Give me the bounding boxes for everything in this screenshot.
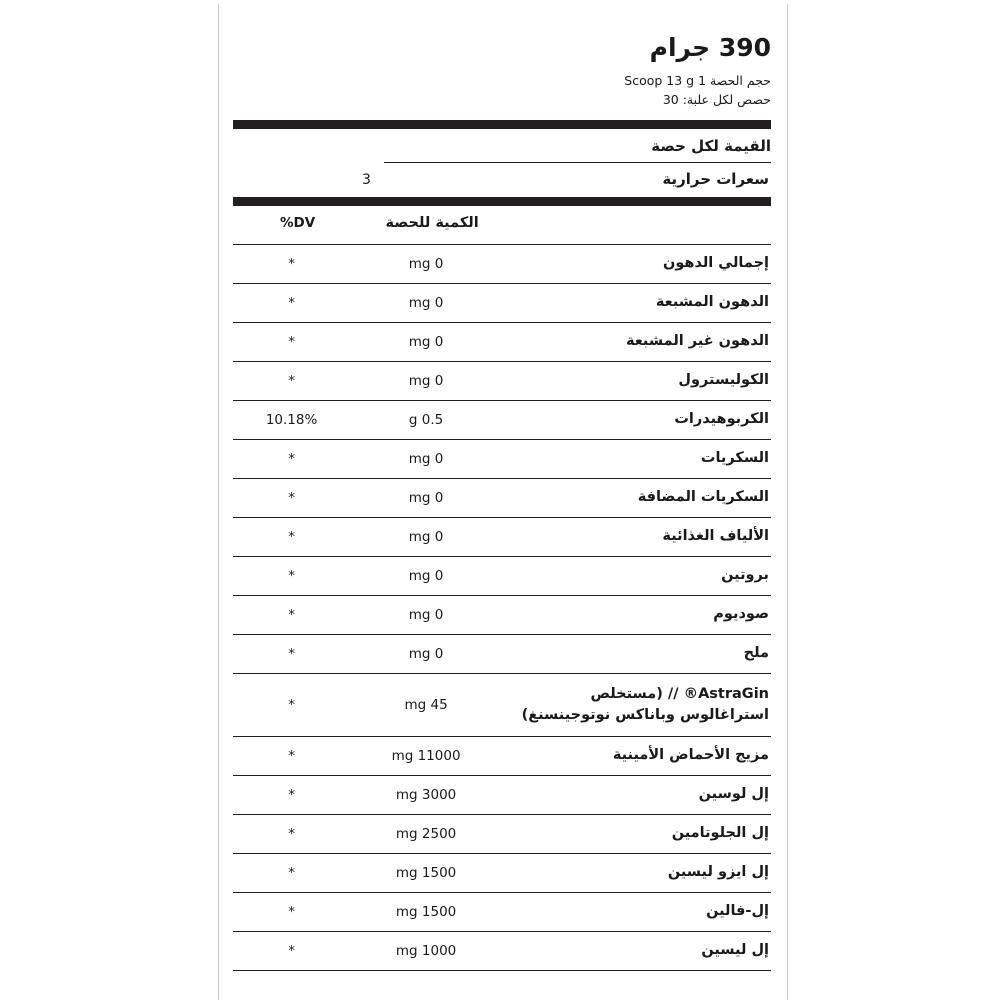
table-row [233,400,771,439]
nutrient-dv: * [288,747,295,764]
nutrient-dv: * [288,372,295,389]
nutrient-amount: 1500 mg [395,903,457,920]
table-row [233,244,771,283]
nutrient-amount: 0 mg [408,606,444,623]
nutrient-amount: 0 mg [408,333,444,350]
nutrient-name: الدهون المشبعة [655,294,769,311]
nutrient-amount: 2500 mg [395,825,457,842]
table-row [233,595,771,634]
nutrient-dv: * [288,489,295,506]
table-row [233,775,771,814]
nutrient-amount: 0 mg [408,372,444,389]
nutrient-dv: * [288,786,295,803]
table-row [233,634,771,673]
calories-row [233,163,771,197]
nutrient-dv: 10.18% [265,411,318,428]
page-title: 390 جرام [649,33,771,62]
nutrient-name: الدهون غير المشبعة [625,333,769,350]
nutrient-dv: * [288,255,295,272]
table-row [233,892,771,931]
nutrient-dv: * [288,942,295,959]
nutrient-name: إل-فالين [706,903,769,920]
nutrient-name: إل ايزو ليسين [667,864,769,881]
nutrient-amount: 3000 mg [395,786,457,803]
serving-size-text: حجم الحصة 1 Scoop 13 g [624,72,771,88]
nutrient-name: مزيج الأحماض الأمينية [612,747,769,764]
nutrient-name: الألياف الغذائية [662,528,769,545]
table-row [233,556,771,595]
nutrient-dv: * [288,528,295,545]
table-row [233,361,771,400]
table-row [233,478,771,517]
nutrient-amount: 0 mg [408,645,444,662]
nutrient-dv: * [288,567,295,584]
table-row [233,931,771,970]
servings-per-container-text: حصص لكل علبة: 30 [662,92,771,108]
calories-label: سعرات حرارية [662,170,769,189]
nutrient-dv: * [288,606,295,623]
nutrient-name: بروتين [721,567,769,584]
nutrient-name: إجمالي الدهون [662,255,769,272]
table-row [233,517,771,556]
nutrient-name: السكريات [700,450,769,467]
nutrient-amount: 0 mg [408,294,444,311]
nutrient-dv: * [288,450,295,467]
table-row [233,814,771,853]
nutrient-dv: * [288,333,295,350]
nutrient-name: إل لوسين [698,786,769,803]
nutrient-amount: 11000 mg [391,747,461,764]
nutrient-amount: 0 mg [408,567,444,584]
column-header-amount: الكمية للحصة [385,215,479,232]
nutrient-amount: 1000 mg [395,942,457,959]
nutrient-name: السكريات المضافة [637,489,769,506]
nutrient-amount: 0.5 g [408,411,444,428]
amount-per-serving-heading: القيمة لكل حصة [651,137,771,156]
nutrient-dv: * [288,294,295,311]
nutrition-label-panel [218,4,788,1000]
nutrient-name: AstraGin® // (مستخلص استراغالوس وباناكس نوتوجينسنغ) [521,685,769,723]
nutrient-name: ملح [743,645,769,662]
nutrient-dv: * [288,864,295,881]
nutrient-dv: * [288,696,295,713]
nutrient-dv: * [288,903,295,920]
nutrient-dv: * [288,645,295,662]
nutrient-name: إل ليسين [701,942,769,959]
table-row [233,853,771,892]
table-row [233,322,771,361]
nutrient-name: صوديوم [713,606,769,623]
nutrient-name: إل الجلوتامين [671,825,769,842]
nutrient-name: الكربوهيدرات [674,411,769,428]
divider-thick-mid [233,197,771,206]
nutrient-amount: 0 mg [408,489,444,506]
table-header-row [233,206,771,244]
column-header-dv: DV% [279,215,316,232]
nutrient-dv: * [288,825,295,842]
nutrient-amount: 45 mg [404,696,448,713]
nutrient-amount: 0 mg [408,450,444,467]
table-row [233,736,771,775]
table-row [233,283,771,322]
table-row [233,439,771,478]
nutrient-amount: 0 mg [408,255,444,272]
nutrient-name: الكوليسترول [678,372,769,389]
divider-bottom [233,970,771,971]
table-row [233,673,771,736]
nutrient-amount: 0 mg [408,528,444,545]
nutrient-amount: 1500 mg [395,864,457,881]
nutrition-facts-label [233,4,771,971]
calories-value: 3 [362,172,371,189]
divider-thick-top [233,120,771,129]
